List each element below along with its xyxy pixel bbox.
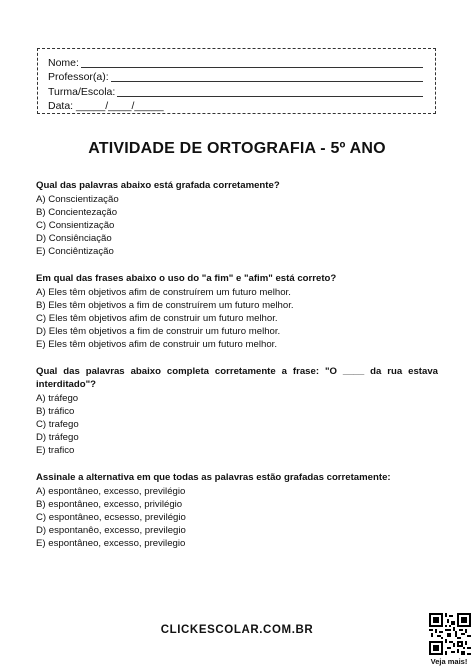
question-1 (36, 179, 438, 258)
option-d[interactable]: D) Consiênciação (36, 233, 112, 244)
qr-code-icon[interactable] (429, 613, 471, 655)
option-d[interactable]: D) Eles têm objetivos a fim de construir um futuro melhor. (36, 326, 281, 337)
option-c[interactable]: C) Consientização (36, 220, 115, 231)
name-field-line[interactable] (48, 55, 423, 70)
question-4 (36, 471, 438, 550)
question-2 (36, 272, 438, 351)
teacher-field-line[interactable] (48, 70, 423, 85)
option-a[interactable]: A) Conscientização (36, 194, 119, 205)
option-d[interactable]: D) tráfego (36, 432, 79, 443)
date-field-line[interactable] (48, 99, 423, 114)
question-text: Qual das palavras abaixo completa corretamente a frase: "O ____ da rua estava interditado"? (36, 366, 438, 390)
option-a[interactable]: A) tráfego (36, 393, 79, 404)
questions-list (36, 179, 438, 564)
option-c[interactable]: C) trafego (36, 419, 79, 430)
option-a[interactable]: A) Eles têm objetivos afim de construírem um futuro melhor. (36, 287, 291, 298)
question-text: Em qual das frases abaixo o uso do "a fim" e "afim" está correto? (36, 273, 337, 284)
option-e[interactable]: E) Conciêntização (36, 246, 114, 257)
option-b[interactable]: B) Concientezação (36, 207, 118, 218)
option-d[interactable]: D) espontanêo, excesso, previlegio (36, 525, 186, 536)
class-school-label: Turma/Escola: (48, 85, 116, 98)
question-3 (36, 365, 438, 457)
option-b[interactable]: B) tráfico (36, 406, 75, 417)
question-text: Qual das palavras abaixo está grafada corretamente? (36, 180, 280, 191)
question-text: Assinale a alternativa em que todas as palavras estão grafadas corretamente: (36, 472, 391, 483)
option-b[interactable]: B) Eles têm objetivos a fim de construírem um futuro melhor. (36, 300, 294, 311)
site-brand-link[interactable]: CLICKESCOLAR.COM.BR (160, 624, 314, 636)
teacher-blank[interactable] (111, 71, 423, 82)
name-label: Nome: (48, 56, 79, 69)
option-c[interactable]: C) espontâneo, ecsesso, previlégio (36, 512, 186, 523)
option-a[interactable]: A) espontâneo, excesso, previlégio (36, 486, 186, 497)
class-school-field-line[interactable] (48, 84, 423, 99)
name-blank[interactable] (81, 57, 423, 68)
option-e[interactable]: E) trafico (36, 445, 75, 456)
qr-caption: Veja mais! (430, 657, 468, 666)
option-e[interactable]: E) espontâneo, excesso, previlegio (36, 538, 186, 549)
option-e[interactable]: E) Eles têm objetivos afim de construir um futuro melhor. (36, 339, 278, 350)
student-info-box (37, 48, 436, 114)
page-title: ATIVIDADE DE ORTOGRAFIA - 5º ANO (88, 140, 386, 157)
date-label: Data: _____/____/_____ (48, 100, 164, 112)
option-c[interactable]: C) Eles têm objetivos afim de construir um futuro melhor. (36, 313, 278, 324)
option-b[interactable]: B) espontâneo, excesso, privilégio (36, 499, 183, 510)
class-school-blank[interactable] (117, 86, 423, 97)
teacher-label: Professor(a): (48, 71, 109, 83)
